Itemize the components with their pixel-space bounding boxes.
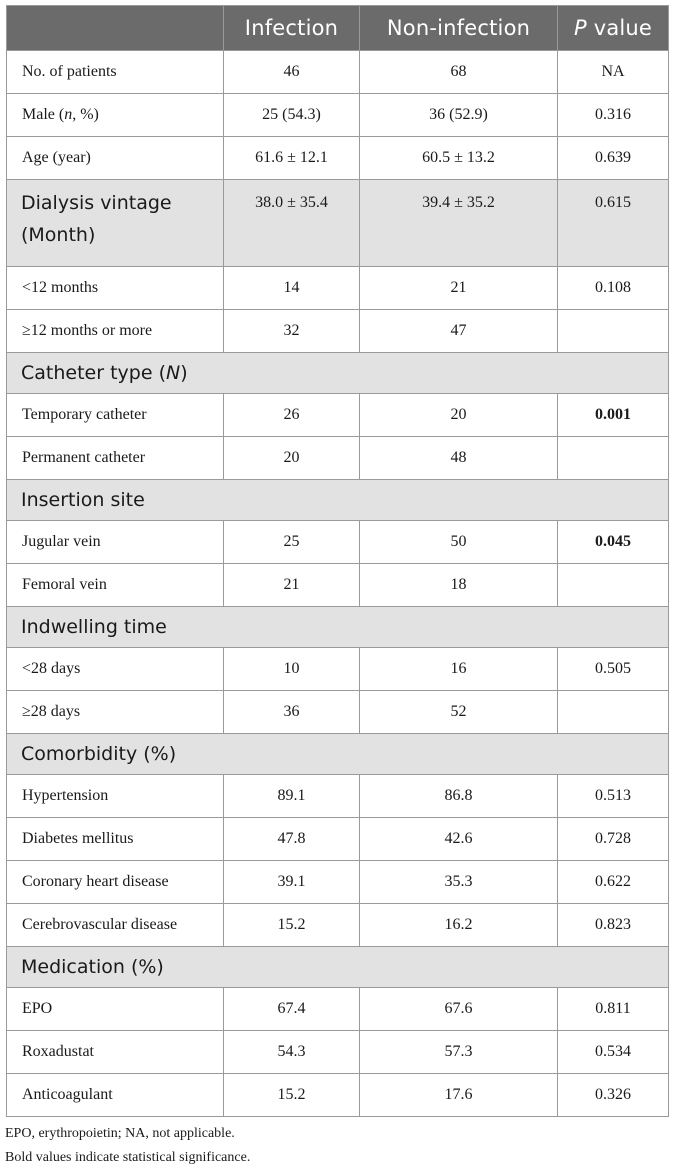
table-row	[7, 564, 669, 607]
table-row	[7, 180, 669, 267]
header-p-rest: value	[586, 16, 653, 40]
infection-value: 25 (54.3)	[224, 94, 360, 137]
non-infection-value: 18	[360, 564, 558, 607]
row-label	[7, 904, 224, 947]
label-part: Insertion site	[21, 489, 145, 511]
p-value	[558, 564, 669, 607]
table-row	[7, 775, 669, 818]
infection-value: 38.0 ± 35.4	[224, 180, 360, 267]
section-header-row	[7, 480, 669, 521]
non-infection-value: 57.3	[360, 1031, 558, 1074]
table-row	[7, 1031, 669, 1074]
infection-value: 36	[224, 691, 360, 734]
non-infection-value: 68	[360, 51, 558, 94]
section-header-row	[7, 734, 669, 775]
p-value	[558, 310, 669, 353]
p-value: 0.728	[558, 818, 669, 861]
label-part: ≥12 months or more	[22, 322, 153, 339]
row-label	[7, 51, 224, 94]
section-header-label	[7, 734, 669, 775]
header-non-infection: Non-infection	[360, 6, 558, 51]
non-infection-value: 17.6	[360, 1074, 558, 1117]
label-part: Roxadustat	[22, 1043, 94, 1060]
infection-value: 10	[224, 648, 360, 691]
table-row	[7, 437, 669, 480]
non-infection-value: 48	[360, 437, 558, 480]
label-part: <12 months	[22, 279, 99, 296]
label-part: Anticoagulant	[22, 1086, 113, 1103]
label-part: Catheter type (	[21, 362, 166, 384]
table-row	[7, 94, 669, 137]
row-label	[7, 1074, 224, 1117]
row-label	[7, 861, 224, 904]
p-value: 0.639	[558, 137, 669, 180]
non-infection-value: 50	[360, 521, 558, 564]
p-value: 0.001	[558, 394, 669, 437]
p-value: 0.326	[558, 1074, 669, 1117]
p-value: 0.505	[558, 648, 669, 691]
table-row	[7, 861, 669, 904]
row-label	[7, 94, 224, 137]
section-header-label	[7, 480, 669, 521]
header-p-italic: P	[573, 16, 587, 40]
row-label	[7, 988, 224, 1031]
infection-value: 54.3	[224, 1031, 360, 1074]
label-line: (Month)	[21, 224, 96, 246]
table-row	[7, 988, 669, 1031]
infection-value: 89.1	[224, 775, 360, 818]
label-line: Dialysis vintage	[21, 192, 172, 214]
table-row	[7, 310, 669, 353]
row-label	[7, 521, 224, 564]
label-part: <28 days	[22, 660, 81, 677]
header-empty-cell	[7, 6, 224, 51]
non-infection-value: 67.6	[360, 988, 558, 1031]
label-part: Hypertension	[22, 787, 109, 804]
infection-value: 14	[224, 267, 360, 310]
label-part: No. of patients	[22, 63, 117, 80]
patient-characteristics-table	[6, 5, 669, 1117]
p-value: 0.534	[558, 1031, 669, 1074]
label-part: ≥28 days	[22, 703, 81, 720]
table-row	[7, 521, 669, 564]
p-value	[558, 437, 669, 480]
infection-value: 21	[224, 564, 360, 607]
table-row	[7, 691, 669, 734]
infection-value: 25	[224, 521, 360, 564]
table-body	[7, 51, 669, 1117]
label-part: Femoral vein	[22, 576, 107, 593]
non-infection-value: 35.3	[360, 861, 558, 904]
p-value: 0.045	[558, 521, 669, 564]
non-infection-value: 86.8	[360, 775, 558, 818]
p-value: 0.811	[558, 988, 669, 1031]
label-part: Jugular vein	[22, 533, 101, 550]
non-infection-value: 36 (52.9)	[360, 94, 558, 137]
label-part: Permanent catheter	[22, 449, 146, 466]
table-row	[7, 267, 669, 310]
p-value: 0.622	[558, 861, 669, 904]
table-header-row	[7, 6, 669, 51]
section-header-row	[7, 607, 669, 648]
non-infection-value: 47	[360, 310, 558, 353]
infection-value: 46	[224, 51, 360, 94]
infection-value: 61.6 ± 12.1	[224, 137, 360, 180]
non-infection-value: 16.2	[360, 904, 558, 947]
non-infection-value: 42.6	[360, 818, 558, 861]
p-value: 0.108	[558, 267, 669, 310]
infection-value: 26	[224, 394, 360, 437]
table-row	[7, 51, 669, 94]
row-label	[7, 691, 224, 734]
label-part: Comorbidity (%)	[21, 743, 177, 765]
p-value	[558, 691, 669, 734]
p-value: 0.513	[558, 775, 669, 818]
row-label	[7, 564, 224, 607]
row-label	[7, 648, 224, 691]
table-row	[7, 137, 669, 180]
label-part: N	[165, 362, 181, 384]
label-part: )	[180, 362, 188, 384]
label-part: Cerebrovascular disease	[22, 916, 178, 933]
footnote-abbreviations: EPO, erythropoietin; NA, not applicable.	[5, 1126, 235, 1141]
infection-value: 39.1	[224, 861, 360, 904]
label-part: Temporary catheter	[22, 406, 147, 423]
footnote-bold-note: Bold values indicate statistical significance.	[5, 1150, 251, 1165]
infection-value: 67.4	[224, 988, 360, 1031]
label-part: Medication (%)	[21, 956, 164, 978]
infection-value: 20	[224, 437, 360, 480]
table-row	[7, 648, 669, 691]
row-label	[7, 394, 224, 437]
infection-value: 32	[224, 310, 360, 353]
p-value: 0.823	[558, 904, 669, 947]
non-infection-value: 16	[360, 648, 558, 691]
label-part: Age (year)	[22, 149, 91, 166]
label-part: Diabetes mellitus	[22, 830, 134, 847]
row-label	[7, 137, 224, 180]
row-label	[7, 437, 224, 480]
label-part: Male (	[22, 106, 65, 123]
label-part: Indwelling time	[21, 616, 167, 638]
p-value: NA	[558, 51, 669, 94]
non-infection-value: 21	[360, 267, 558, 310]
p-value: 0.615	[558, 180, 669, 267]
section-header-label	[7, 353, 669, 394]
row-label	[7, 310, 224, 353]
row-label	[7, 818, 224, 861]
section-header-row	[7, 353, 669, 394]
non-infection-value: 39.4 ± 35.2	[360, 180, 558, 267]
p-value: 0.316	[558, 94, 669, 137]
non-infection-value: 60.5 ± 13.2	[360, 137, 558, 180]
row-label	[7, 267, 224, 310]
header-infection: Infection	[224, 6, 360, 51]
row-label	[7, 1031, 224, 1074]
header-p-value	[558, 6, 669, 51]
table-row	[7, 904, 669, 947]
table-row	[7, 818, 669, 861]
infection-value: 15.2	[224, 904, 360, 947]
row-label	[7, 775, 224, 818]
label-part: Coronary heart disease	[22, 873, 169, 890]
section-header-label	[7, 607, 669, 648]
table-footnotes	[5, 1122, 250, 1170]
non-infection-value: 52	[360, 691, 558, 734]
row-label	[7, 180, 224, 267]
section-header-row	[7, 947, 669, 988]
infection-value: 47.8	[224, 818, 360, 861]
label-part: EPO	[22, 1000, 53, 1017]
non-infection-value: 20	[360, 394, 558, 437]
table-row	[7, 394, 669, 437]
label-part: , %)	[72, 106, 99, 123]
table-row	[7, 1074, 669, 1117]
infection-value: 15.2	[224, 1074, 360, 1117]
section-header-label	[7, 947, 669, 988]
label-part: n	[64, 106, 73, 123]
